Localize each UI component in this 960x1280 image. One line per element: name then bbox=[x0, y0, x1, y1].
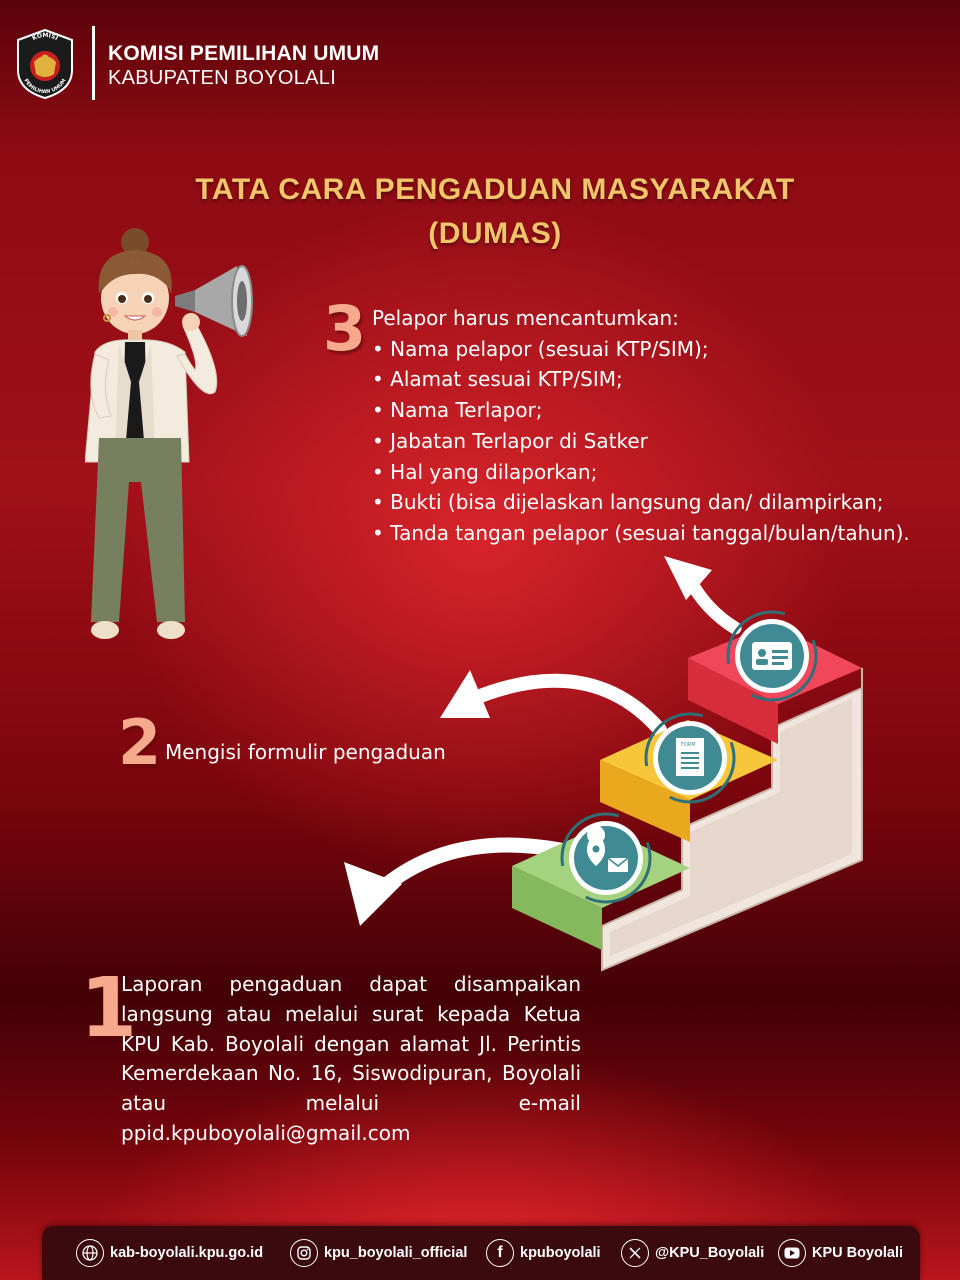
title-line-1: TATA CARA PENGADUAN MASYARAKAT bbox=[195, 173, 795, 206]
list-item: • Alamat sesuai KTP/SIM; bbox=[372, 364, 910, 395]
org-name: KOMISI PEMILIHAN UMUM bbox=[108, 42, 380, 65]
woman-megaphone-illustration bbox=[85, 222, 260, 642]
list-item: • Nama Terlapor; bbox=[372, 395, 910, 426]
step-3-content bbox=[372, 303, 910, 549]
list-item: • Jabatan Terlapor di Satker bbox=[372, 426, 910, 457]
footer-instagram-link[interactable] bbox=[290, 1238, 467, 1268]
logo-text-bottom: PEMILIHAN UMUM bbox=[22, 77, 68, 96]
kpu-logo bbox=[14, 28, 76, 100]
footer-youtube-link[interactable] bbox=[778, 1238, 903, 1268]
step-1-text: Laporan pengaduan dapat disampaikan langsung atau melalui surat kepada Ketua KPU Kab. Boyolali dengan alamat Jl. Perintis Kemerdekaan No. 16, Siswodipuran, Boyolali atau melalui e-mail ppid.kpuboyolali@gmail.com bbox=[121, 972, 581, 1145]
youtube-icon bbox=[778, 1239, 806, 1267]
list-item: • Nama pelapor (sesuai KTP/SIM); bbox=[372, 334, 910, 365]
list-item: • Hal yang dilaporkan; bbox=[372, 457, 910, 488]
footer-website-text: kab-boyolali.kpu.go.id bbox=[110, 1245, 264, 1261]
step-2-number: 2 bbox=[118, 706, 162, 779]
stairs-illustration bbox=[510, 610, 870, 975]
step-3-intro: Pelapor harus mencantumkan: bbox=[372, 306, 679, 330]
org-subtitle: KABUPATEN BOYOLALI bbox=[108, 67, 337, 89]
footer-x-text: @KPU_Boyolali bbox=[655, 1245, 765, 1261]
footer-instagram-text: kpu_boyolali_official bbox=[324, 1245, 468, 1261]
step-3-list bbox=[372, 334, 910, 549]
form-label: FORM bbox=[681, 742, 696, 748]
logo-text-top: KOMISI bbox=[31, 31, 60, 43]
x-logo-icon bbox=[621, 1239, 649, 1267]
footer-facebook-link[interactable] bbox=[486, 1238, 601, 1268]
instagram-icon bbox=[290, 1239, 318, 1267]
title-line-2: (DUMAS) bbox=[428, 217, 562, 250]
footer-youtube-text: KPU Boyolali bbox=[812, 1245, 904, 1261]
footer-x-link[interactable] bbox=[621, 1238, 764, 1268]
footer-website-link[interactable] bbox=[76, 1238, 263, 1268]
globe-icon bbox=[76, 1239, 104, 1267]
step-1-number: 1 bbox=[80, 961, 138, 1056]
list-item: • Bukti (bisa dijelaskan langsung dan/ dilampirkan; bbox=[372, 487, 910, 518]
step-3-number: 3 bbox=[323, 292, 367, 365]
list-item: • Tanda tangan pelapor (sesuai tanggal/bulan/tahun). bbox=[372, 518, 910, 549]
facebook-icon: f bbox=[486, 1239, 514, 1267]
footer-facebook-text: kpuboyolali bbox=[520, 1245, 601, 1261]
header-divider bbox=[92, 26, 95, 100]
step-2-text: Mengisi formulir pengaduan bbox=[165, 740, 446, 764]
